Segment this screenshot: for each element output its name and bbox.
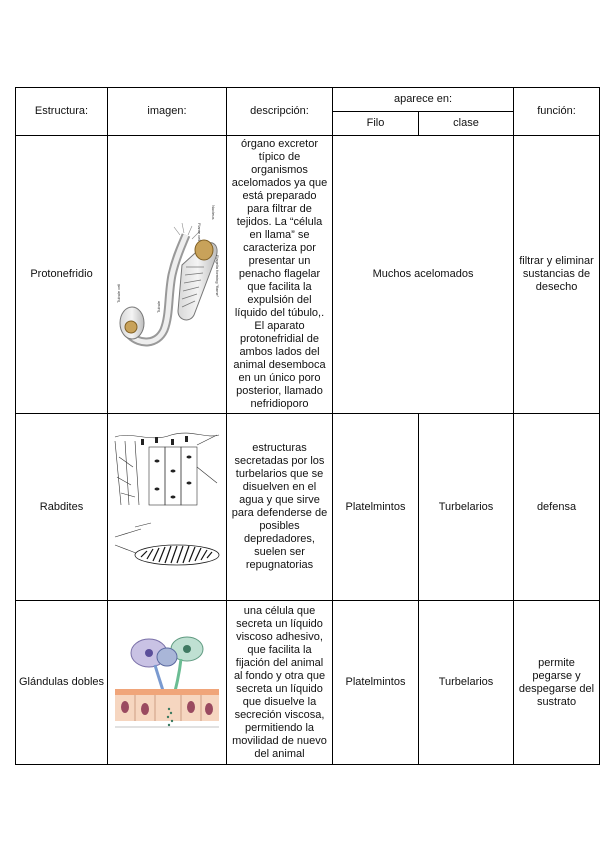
header-aparece-en: aparece en: xyxy=(333,88,514,112)
structures-table xyxy=(15,87,600,765)
image-cell xyxy=(108,136,227,414)
funcion-cell: permite pegarse y despegarse del sustrato xyxy=(514,601,600,765)
funcion-cell: defensa xyxy=(514,414,600,601)
header-estructura: Estructura: xyxy=(16,88,108,136)
image-cell xyxy=(108,601,227,765)
estructura-cell: Protonefridio xyxy=(16,136,108,414)
filo-cell: Platelmintos xyxy=(333,414,419,601)
header-clase: clase xyxy=(419,112,514,136)
clase-cell: Turbelarios xyxy=(419,601,514,765)
table-row xyxy=(16,136,600,414)
label-nucleus: Nucleus xyxy=(211,204,216,219)
label-flagella: Flagella forming "flame" xyxy=(215,254,220,297)
estructura-cell: Glándulas dobles xyxy=(16,601,108,765)
header-funcion: función: xyxy=(514,88,600,136)
label-tubule: Tubule xyxy=(156,300,161,313)
protonephridium-illustration xyxy=(112,195,222,355)
table-row xyxy=(16,601,600,765)
table-row xyxy=(16,414,600,601)
descripcion-cell: órgano excretor típico de organismos acelomados ya que está preparado para filtrar de tejidos. La “célula en llama” se caracteriza por presentar un penacho flagelar que facilita la expulsión del líquido del túbulo,. El aparato protonefridial de ambos lados del animal desemboca en un único poro posterior, llamado nefridioporo xyxy=(227,136,333,414)
header-imagen: imagen: xyxy=(108,88,227,136)
clase-cell: Turbelarios xyxy=(419,414,514,601)
rhabdites-illustration xyxy=(111,427,223,587)
header-descripcion: descripción: xyxy=(227,88,333,136)
label-tubule-cell: Tubule cell xyxy=(116,283,121,303)
filo-cell: Platelmintos xyxy=(333,601,419,765)
descripcion-cell: una célula que secreta un líquido viscoso adhesivo, que facilita la fijación del animal al fondo y otra que secreta un líquido que disuelve la secreción viscosa, permitiendo la movilidad de nuevo del animal xyxy=(227,601,333,765)
estructura-cell: Rabdites xyxy=(16,414,108,601)
label-flame-cell: Flame cell xyxy=(197,222,202,241)
funcion-cell: filtrar y eliminar sustancias de desecho xyxy=(514,136,600,414)
aparece-cell: Muchos acelomados xyxy=(333,136,514,414)
image-cell xyxy=(108,414,227,601)
duo-gland-illustration xyxy=(111,627,223,739)
descripcion-cell: estructuras secretadas por los turbelarios que se disuelven en el agua y que sirve para defenderse de posibles depredadores, suelen ser repugnatorias xyxy=(227,414,333,601)
header-filo: Filo xyxy=(333,112,419,136)
